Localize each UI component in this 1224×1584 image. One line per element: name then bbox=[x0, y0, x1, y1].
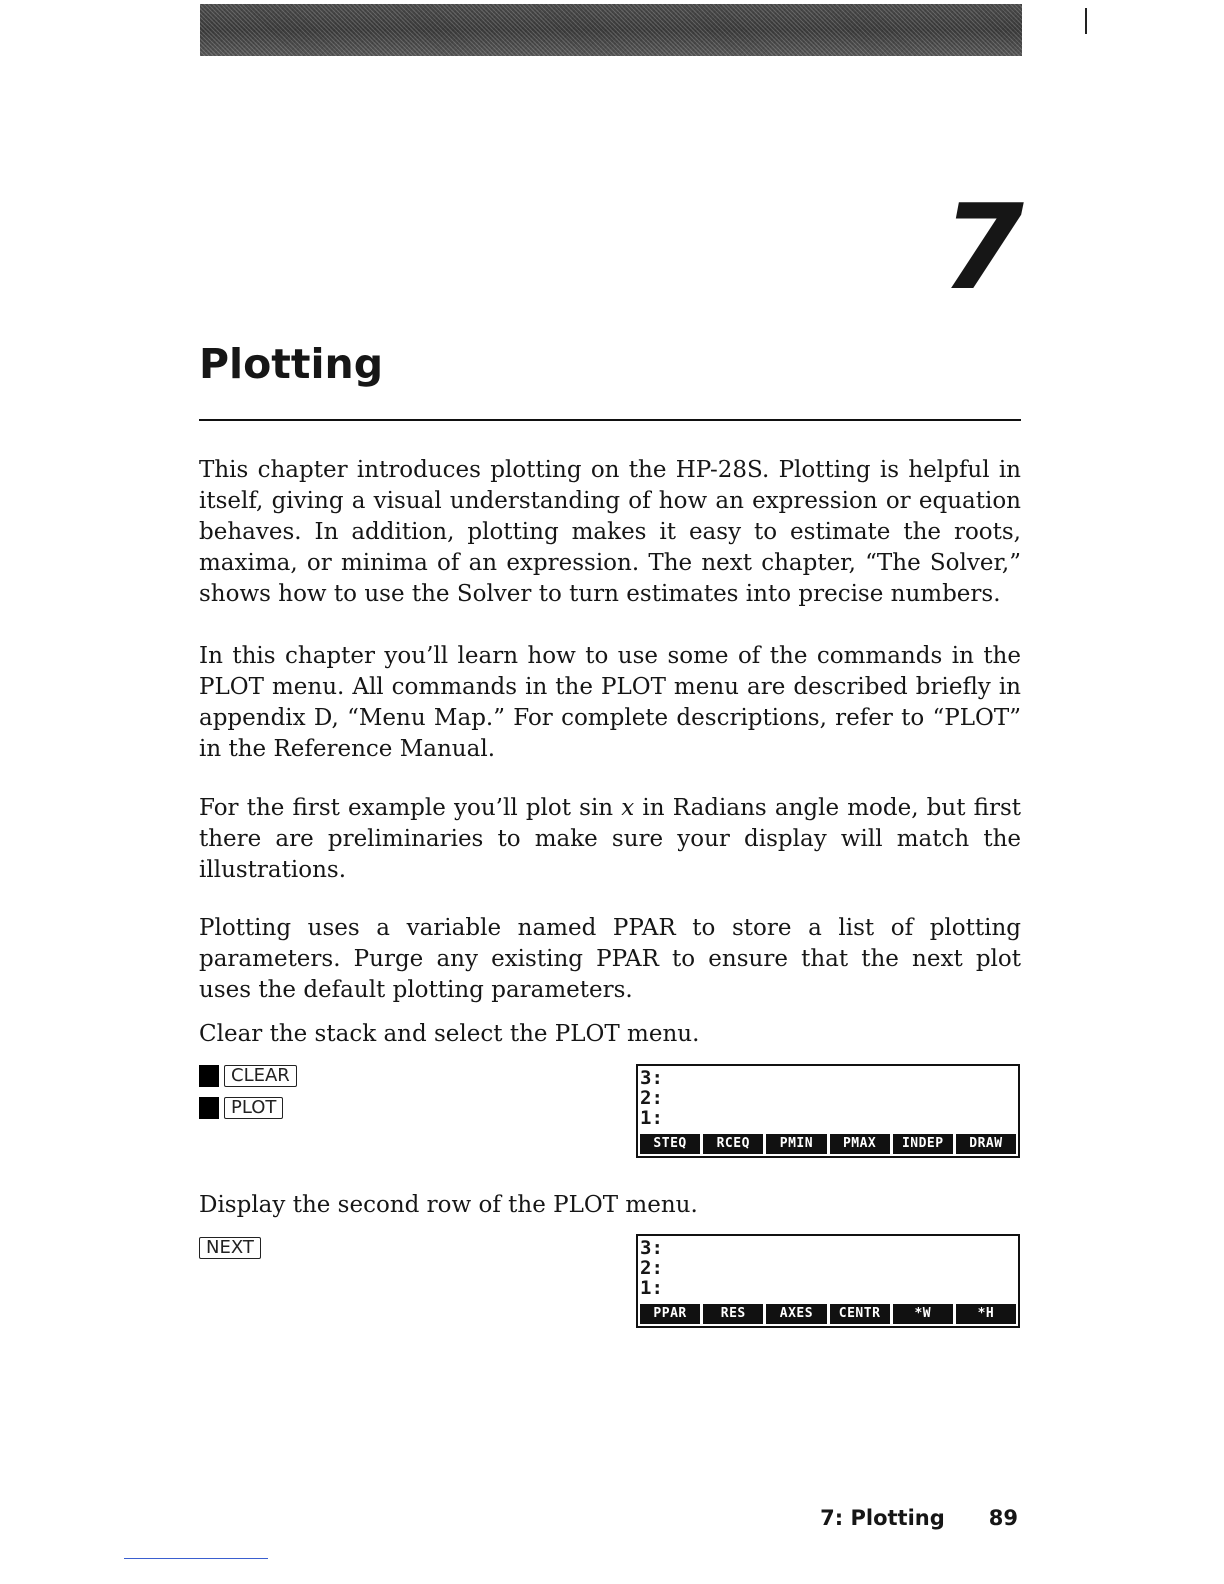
step2-instruction: Display the second row of the PLOT menu. bbox=[199, 1192, 698, 1218]
key-label: CLEAR bbox=[224, 1065, 297, 1087]
menu-key: CENTR bbox=[830, 1304, 890, 1324]
menu-key: PMAX bbox=[830, 1134, 890, 1154]
key-label: PLOT bbox=[224, 1097, 283, 1119]
stack-level: 3: bbox=[640, 1067, 663, 1089]
menu-key: *H bbox=[956, 1304, 1016, 1324]
menu-key: AXES bbox=[766, 1304, 826, 1324]
menu-key: *W bbox=[893, 1304, 953, 1324]
bottom-rule bbox=[124, 1558, 268, 1559]
shift-key-icon bbox=[199, 1097, 219, 1119]
stack-level: 2: bbox=[640, 1257, 663, 1279]
menu-row bbox=[640, 1304, 1016, 1324]
menu-key: INDEP bbox=[893, 1134, 953, 1154]
shift-key-icon bbox=[199, 1065, 219, 1087]
keystroke-next bbox=[199, 1236, 261, 1260]
menu-row bbox=[640, 1134, 1016, 1154]
step1-instruction: Clear the stack and select the PLOT menu. bbox=[199, 1021, 700, 1047]
paragraph-ppar: Plotting uses a variable named PPAR to store a list of plotting parameters. Purge any existing PPAR to ensure that the next plot uses the default plotting parameters. bbox=[199, 915, 1021, 1003]
keystroke-clear bbox=[199, 1064, 297, 1088]
stack-level: 3: bbox=[640, 1237, 663, 1259]
calculator-display bbox=[636, 1234, 1020, 1328]
paragraph-intro: This chapter introduces plotting on the HP-28S. Plotting is helpful in itself, giving a visual understanding of how an expression or equation behaves. In addition, plotting makes it easy to estimate the roots, maxima, or minima of an expression. The next chapter, “The Solver,” shows how to use the Solver to turn estimates into precise numbers. bbox=[199, 457, 1021, 607]
chapter-number: 7 bbox=[941, 178, 1022, 316]
keystroke-plot bbox=[199, 1096, 283, 1120]
key-label: NEXT bbox=[199, 1237, 261, 1259]
chapter-title: Plotting bbox=[199, 340, 384, 388]
menu-key: RCEQ bbox=[703, 1134, 763, 1154]
page-footer bbox=[820, 1506, 1018, 1530]
paragraph-first-example: For the first example you’ll plot sin x in Radians angle mode, but first there are preliminaries to make sure your display will match the illustrations. bbox=[199, 795, 1021, 883]
paragraph-plot-menu: In this chapter you’ll learn how to use some of the commands in the PLOT menu. All commands in the PLOT menu are described briefly in appendix D, “Menu Map.” For complete descriptions, refer to “PLOT” in the Reference Manual. bbox=[199, 643, 1021, 762]
calculator-display bbox=[636, 1064, 1020, 1158]
footer-section: 7: Plotting bbox=[820, 1506, 945, 1530]
menu-key: RES bbox=[703, 1304, 763, 1324]
stack-level: 2: bbox=[640, 1087, 663, 1109]
stack-level: 1: bbox=[640, 1107, 663, 1129]
title-rule bbox=[199, 419, 1021, 421]
page-number: 89 bbox=[988, 1506, 1018, 1530]
margin-mark bbox=[1085, 8, 1087, 34]
stack-level: 1: bbox=[640, 1277, 663, 1299]
menu-key: STEQ bbox=[640, 1134, 700, 1154]
menu-key: DRAW bbox=[956, 1134, 1016, 1154]
chapter-header-band bbox=[200, 4, 1022, 56]
menu-key: PMIN bbox=[766, 1134, 826, 1154]
menu-key: PPAR bbox=[640, 1304, 700, 1324]
